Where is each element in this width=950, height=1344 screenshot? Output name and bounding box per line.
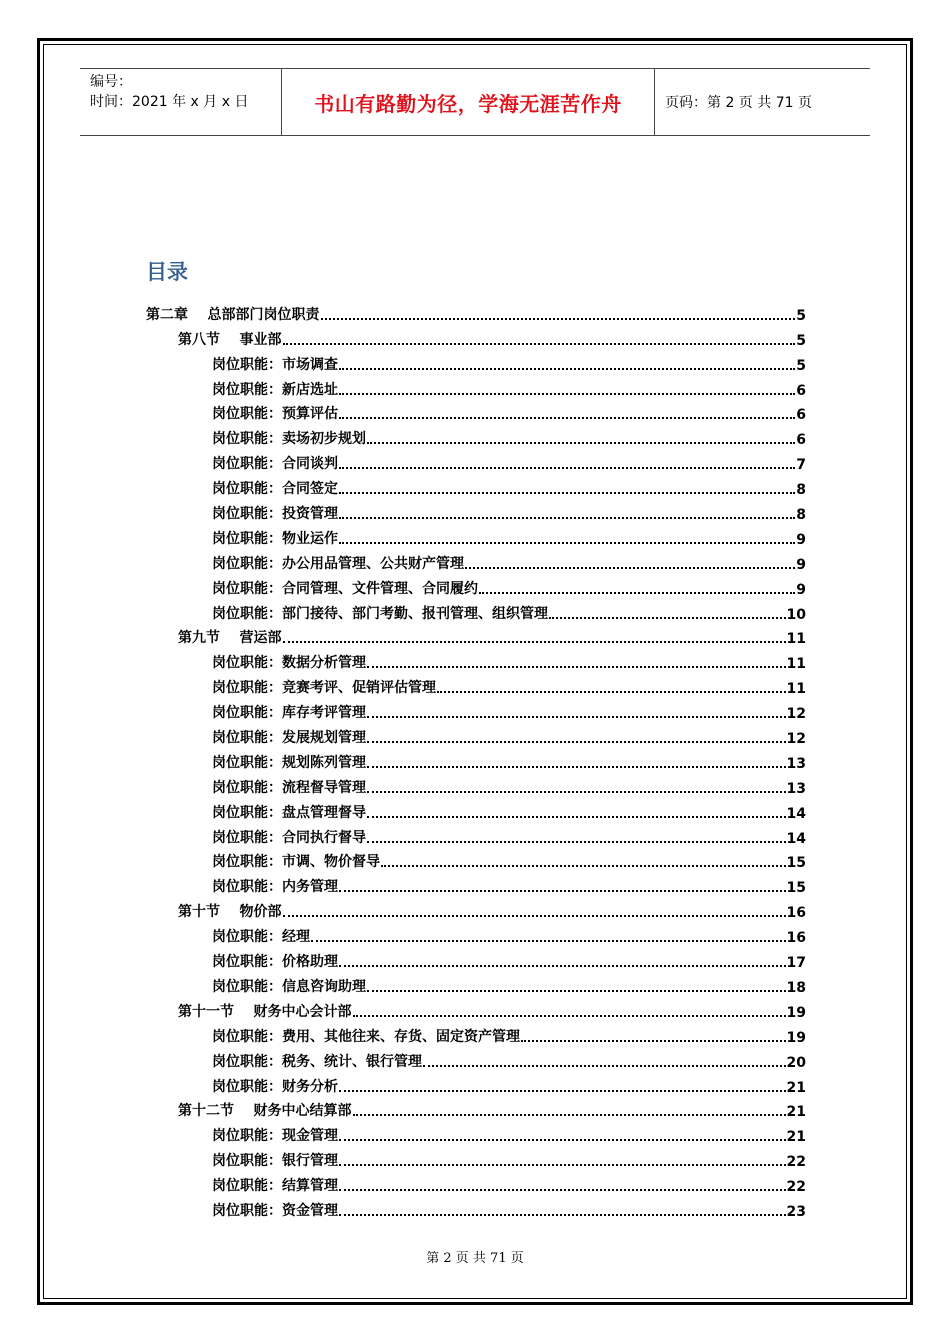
toc-entry-page: 6 xyxy=(796,407,806,424)
toc-entry-label: 岗位职能：合同签定 xyxy=(212,481,338,498)
toc-entry-page: 9 xyxy=(796,556,806,573)
toc-leader-dots xyxy=(521,1039,786,1042)
toc-entry-label: 第十二节 财务中心结算部 xyxy=(178,1103,352,1120)
toc-leader-dots xyxy=(353,1014,786,1017)
toc-entry-label: 岗位职能：卖场初步规划 xyxy=(212,431,366,448)
header-time: 时间：2021 年 x 月 x 日 xyxy=(90,94,249,110)
toc-entry[interactable] xyxy=(146,1121,806,1146)
header-meta xyxy=(80,69,282,135)
toc-entry-label: 岗位职能：预算评估 xyxy=(212,406,338,423)
toc-leader-dots xyxy=(339,416,795,419)
toc-leader-dots xyxy=(367,715,786,718)
toc-leader-dots xyxy=(339,964,786,967)
toc-entry[interactable] xyxy=(146,947,806,972)
toc-entry-label: 岗位职能：库存考评管理 xyxy=(212,705,366,722)
toc-leader-dots xyxy=(367,665,786,668)
header-page-info: 页码：第 2 页 共 71 页 xyxy=(665,95,812,111)
toc-entry-page: 13 xyxy=(786,755,806,772)
toc-entry-label: 岗位职能：盘点管理督导 xyxy=(212,804,366,821)
toc-entry[interactable] xyxy=(146,599,806,624)
toc-entry-label: 岗位职能：部门接待、部门考勤、报刊管理、组织管理 xyxy=(212,605,548,622)
toc-entry-label: 岗位职能：费用、其他往来、存货、固定资产管理 xyxy=(212,1028,520,1045)
toc-leader-dots xyxy=(549,616,786,619)
toc-leader-dots xyxy=(339,541,795,544)
toc-entry-label: 岗位职能：物业运作 xyxy=(212,530,338,547)
toc-entry[interactable] xyxy=(146,1146,806,1171)
toc-entry-label: 岗位职能：合同谈判 xyxy=(212,456,338,473)
toc-entry[interactable] xyxy=(146,499,806,524)
toc-entry-page: 23 xyxy=(786,1203,806,1220)
toc-title: 目录 xyxy=(146,260,188,284)
toc-leader-dots xyxy=(437,690,786,693)
toc-entry[interactable] xyxy=(146,997,806,1022)
toc-entry-label: 岗位职能：投资管理 xyxy=(212,506,338,523)
toc-entry[interactable] xyxy=(146,325,806,350)
toc-entry-label: 岗位职能：资金管理 xyxy=(212,1202,338,1219)
toc-entry-label: 岗位职能：合同执行督导 xyxy=(212,829,366,846)
toc-leader-dots xyxy=(367,765,786,768)
toc-entry[interactable] xyxy=(146,773,806,798)
toc-entry-label: 岗位职能：规划陈列管理 xyxy=(212,754,366,771)
toc-leader-dots xyxy=(367,815,786,818)
toc-entry-page: 12 xyxy=(786,706,806,723)
toc-entry-page: 6 xyxy=(796,382,806,399)
toc-entry-page: 21 xyxy=(786,1079,806,1096)
toc-entry[interactable] xyxy=(146,723,806,748)
toc-entry-label: 岗位职能：合同管理、文件管理、合同履约 xyxy=(212,580,478,597)
toc-leader-dots xyxy=(283,914,786,917)
toc-entry-page: 15 xyxy=(786,855,806,872)
toc-entry-page: 21 xyxy=(786,1129,806,1146)
toc-entry-page: 7 xyxy=(796,457,806,474)
toc-leader-dots xyxy=(339,1188,786,1191)
toc-entry-page: 6 xyxy=(796,432,806,449)
toc-entry[interactable] xyxy=(146,1072,806,1097)
toc-entry-label: 第十一节 财务中心会计部 xyxy=(178,1003,352,1020)
toc-entry-label: 岗位职能：经理 xyxy=(212,929,310,946)
toc-entry[interactable] xyxy=(146,698,806,723)
toc-entry-label: 岗位职能：数据分析管理 xyxy=(212,655,366,672)
toc-leader-dots xyxy=(311,939,786,942)
toc-entry-label: 岗位职能：流程督导管理 xyxy=(212,779,366,796)
toc-leader-dots xyxy=(339,889,786,892)
toc-entry-page: 5 xyxy=(796,357,806,374)
toc-entry-page: 9 xyxy=(796,581,806,598)
toc-entry-page: 16 xyxy=(786,930,806,947)
toc-entry-page: 10 xyxy=(786,606,806,623)
toc-leader-dots xyxy=(479,591,795,594)
toc-leader-dots xyxy=(381,864,786,867)
toc-leader-dots xyxy=(339,392,795,395)
toc-entry[interactable] xyxy=(146,624,806,649)
toc-entry-page: 19 xyxy=(786,1029,806,1046)
toc-entry-page: 8 xyxy=(796,482,806,499)
toc-entry[interactable] xyxy=(146,848,806,873)
toc-entry-page: 11 xyxy=(786,656,806,673)
toc-leader-dots xyxy=(367,840,786,843)
toc-entry-label: 岗位职能：新店选址 xyxy=(212,381,338,398)
toc-entry-label: 岗位职能：竞赛考评、促销评估管理 xyxy=(212,680,436,697)
toc-entry[interactable] xyxy=(146,872,806,897)
toc-leader-dots xyxy=(367,790,786,793)
toc-entry[interactable] xyxy=(146,574,806,599)
toc-entry[interactable] xyxy=(146,748,806,773)
toc-leader-dots xyxy=(367,740,786,743)
toc-leader-dots xyxy=(283,342,796,345)
toc-entry-page: 13 xyxy=(786,780,806,797)
toc-entry[interactable] xyxy=(146,972,806,997)
toc-entry[interactable] xyxy=(146,823,806,848)
page-footer: 第 2 页 共 71 页 xyxy=(426,1251,524,1266)
toc-entry-label: 岗位职能：价格助理 xyxy=(212,954,338,971)
toc-entry-page: 15 xyxy=(786,880,806,897)
toc-leader-dots xyxy=(321,317,796,320)
toc-entry[interactable] xyxy=(146,648,806,673)
toc-entry-label: 岗位职能：办公用品管理、公共财产管理 xyxy=(212,555,464,572)
toc-entry-page: 5 xyxy=(796,332,806,349)
toc-entry-label: 第九节 营运部 xyxy=(178,630,282,647)
toc-entry[interactable] xyxy=(146,897,806,922)
toc-entry-label: 岗位职能：税务、统计、银行管理 xyxy=(212,1053,422,1070)
toc-leader-dots xyxy=(465,566,795,569)
toc-leader-dots xyxy=(353,1113,786,1116)
page-header xyxy=(80,68,870,136)
toc-entry-page: 22 xyxy=(786,1154,806,1171)
toc-entry-page: 12 xyxy=(786,731,806,748)
toc-leader-dots xyxy=(339,1089,786,1092)
toc-entry-label: 岗位职能：结算管理 xyxy=(212,1178,338,1195)
header-motto: 书山有路勤为径，学海无涯苦作舟 xyxy=(282,69,655,135)
header-number: 编号： xyxy=(90,74,132,90)
toc-entry[interactable] xyxy=(146,524,806,549)
toc-entry-page: 21 xyxy=(786,1104,806,1121)
toc-entry[interactable] xyxy=(146,424,806,449)
toc-entry-page: 9 xyxy=(796,531,806,548)
toc-entry[interactable] xyxy=(146,673,806,698)
toc-entry-label: 岗位职能：内务管理 xyxy=(212,879,338,896)
toc-leader-dots xyxy=(339,1213,786,1216)
toc-entry[interactable] xyxy=(146,1047,806,1072)
toc-leader-dots xyxy=(339,491,795,494)
toc-leader-dots xyxy=(367,989,786,992)
toc-entry-page: 17 xyxy=(786,955,806,972)
toc-entry-label: 岗位职能：信息咨询助理 xyxy=(212,978,366,995)
toc-entry[interactable] xyxy=(146,449,806,474)
toc-leader-dots xyxy=(339,516,795,519)
toc-entry[interactable] xyxy=(146,1171,806,1196)
toc-entry-page: 18 xyxy=(786,979,806,996)
toc-entry-page: 11 xyxy=(786,631,806,648)
toc-entry-label: 岗位职能：银行管理 xyxy=(212,1153,338,1170)
toc-entry-page: 14 xyxy=(786,805,806,822)
toc-entry[interactable] xyxy=(146,300,806,325)
toc-leader-dots xyxy=(339,1138,786,1141)
toc-entry[interactable] xyxy=(146,375,806,400)
toc-entry-label: 岗位职能：市调、物价督导 xyxy=(212,854,380,871)
toc-entry[interactable] xyxy=(146,1196,806,1221)
toc-entry-page: 20 xyxy=(786,1054,806,1071)
toc-leader-dots xyxy=(283,640,786,643)
toc-entry-label: 岗位职能：现金管理 xyxy=(212,1128,338,1145)
toc-entry[interactable] xyxy=(146,350,806,375)
toc-entry-label: 岗位职能：发展规划管理 xyxy=(212,730,366,747)
toc-leader-dots xyxy=(423,1064,786,1067)
toc-entry-label: 第二章 总部部门岗位职责 xyxy=(146,306,320,323)
toc-entry[interactable] xyxy=(146,798,806,823)
toc-leader-dots xyxy=(339,367,795,370)
toc-leader-dots xyxy=(367,441,795,444)
toc-entry-page: 11 xyxy=(786,681,806,698)
toc-entry-page: 5 xyxy=(796,307,806,324)
toc-entry-label: 岗位职能：市场调查 xyxy=(212,356,338,373)
toc-entry-label: 岗位职能：财务分析 xyxy=(212,1078,338,1095)
toc-entry-page: 22 xyxy=(786,1179,806,1196)
toc-entry[interactable] xyxy=(146,922,806,947)
toc-entry-page: 14 xyxy=(786,830,806,847)
toc-entry[interactable] xyxy=(146,400,806,425)
toc-entry-page: 16 xyxy=(786,905,806,922)
toc-entry-label: 第八节 事业部 xyxy=(178,331,282,348)
toc-entry[interactable] xyxy=(146,1022,806,1047)
toc-entry-page: 19 xyxy=(786,1004,806,1021)
toc-entry[interactable] xyxy=(146,549,806,574)
toc-entry[interactable] xyxy=(146,1097,806,1122)
toc-entry-label: 第十节 物价部 xyxy=(178,904,282,921)
toc-leader-dots xyxy=(339,466,795,469)
table-of-contents xyxy=(146,300,806,1221)
toc-entry[interactable] xyxy=(146,474,806,499)
toc-entry-page: 8 xyxy=(796,507,806,524)
toc-leader-dots xyxy=(339,1163,786,1166)
